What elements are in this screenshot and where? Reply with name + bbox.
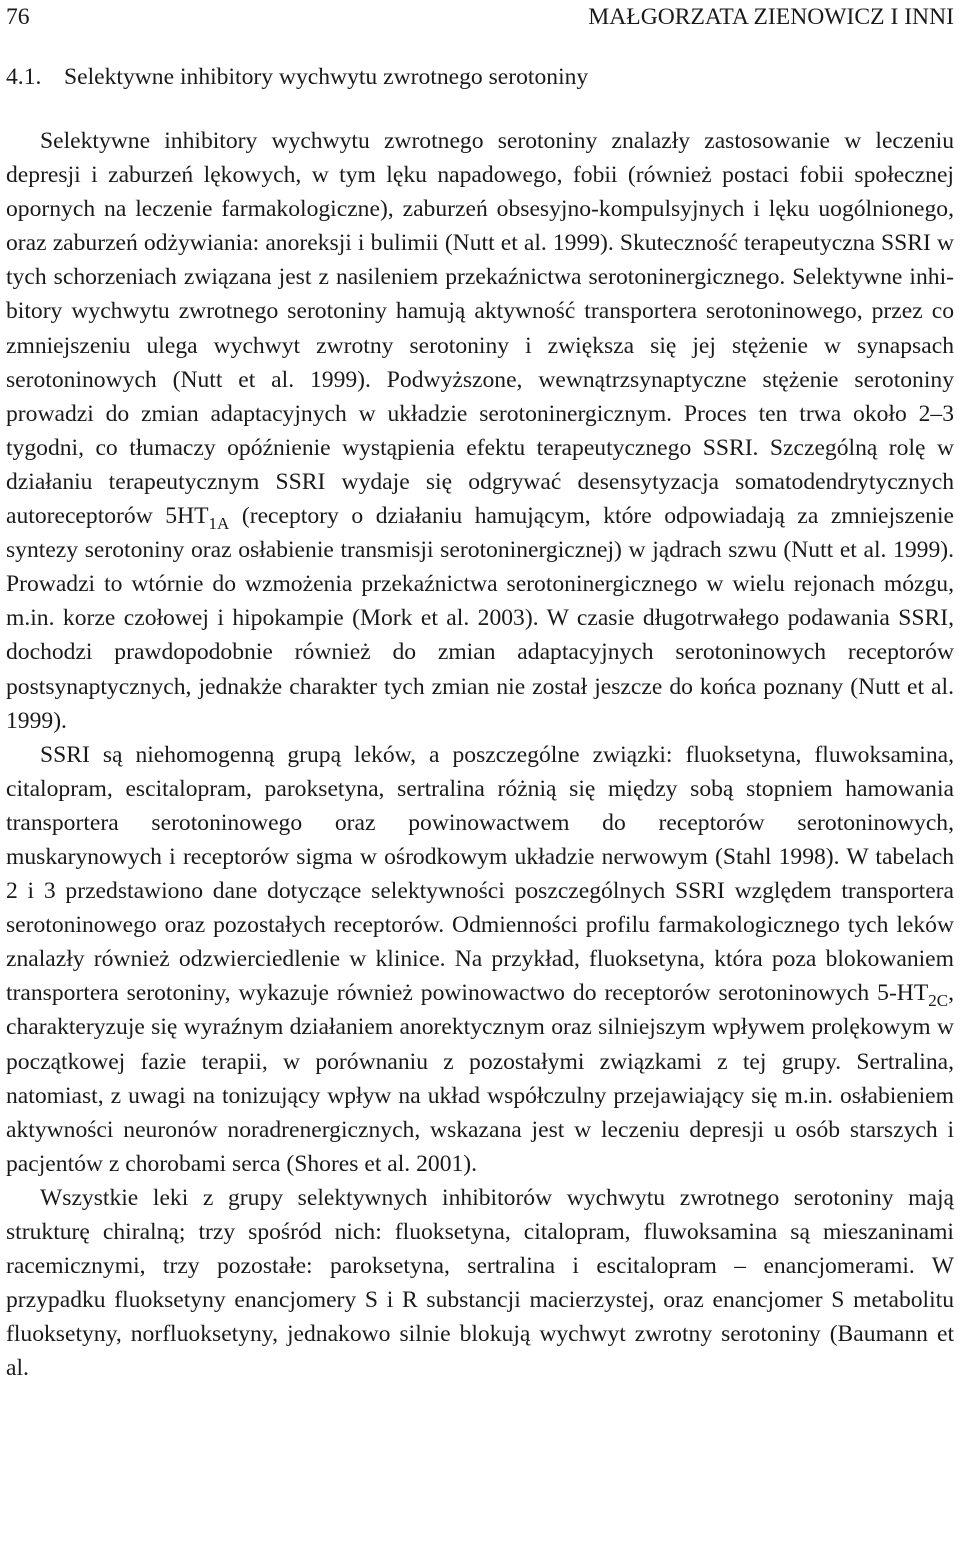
paragraph-ssri-mechanism xyxy=(6,124,954,738)
subscript: 2C xyxy=(928,991,949,1011)
paragraph-ssri-heterogeneity xyxy=(6,738,954,1181)
paragraph-text: , charakteryzuje się wyraźnym działaniem anorektycznym oraz silniejszym wpływem prolękowym w początkowej fazie terapii, w porównaniu z pozostałymi związkami z tej grupy. Sertralina, natomiast, z uwagi na tonizujący wpływ na układ współczulny przejawiający się m.in. osłabieniem aktywności neuronów noradrenergicznych, wskazana jest w leczeniu depresji u osób starszych i pacjentów z chorobami serca (Shores et al. 2001). xyxy=(6,980,954,1177)
page-number: 76 xyxy=(6,4,30,30)
section-number: 4.1. xyxy=(6,64,42,90)
paragraph-text: SSRI są niehomogenną grupą leków, a poszczególne związki: fluoksetyna, fluwoksamina, citalopram, escitalopram, paroksetyna, sertralina różnią się między sobą stopniem hamowania transportera serotoninowego oraz powinowactwem do receptorów serotoninowych, muskarynowych i receptorów sigma w ośrodkowym układzie nerwowym (Stahl 1998). W tabelach 2 i 3 przedstawiono dane dotyczące selektywności poszczególnych SSRI względem transportera serotoninowego oraz pozostałych receptorów. Odmienności profilu farmakologicznego tych leków znalazły również odzwierciedlenie w klinice. Na przykład, fluoksetyna, która poza blokowaniem transportera serotoniny, wykazuje również powinowactwo do receptorów serotoninowych 5-HT xyxy=(6,741,954,1007)
subscript: 1A xyxy=(208,513,230,533)
paragraph-ssri-chirality xyxy=(6,1181,954,1386)
running-header xyxy=(6,0,954,34)
paragraph-text: (receptory o działaniu hamującym, które odpowiadają za zmniejszenie syntezy serotoniny oraz osłabienie transmisji serotoninergicznej) w jądrach szwu (Nutt et al. 1999). Prowadzi to wtórnie do wzmożenia przekaźnictwa serotoninergicznego w wielu rejonach mózgu, m.in. korze czołowej i hipokampie (Mork et al. 2003). W czasie długotrwałego podawania SSRI, dochodzi prawdopodobnie również do zmian adaptacyjnych serotoninowych receptorów postsynaptycznych, jednakże charakter tych zmian nie został jeszcze do końca poznany (Nutt et al. 1999). xyxy=(6,503,954,734)
paragraph-text: Wszystkie leki z grupy selektywnych inhibitorów wychwytu zwrotnego serotoniny mają strukturę chiralną; trzy spośród nich: fluoksetyna, citalopram, fluwoksamina są mieszaninami racemicznymi, trzy pozostałe: paroksetyna, sertralina i escitalopram – enancjomerami. W przypadku fluoksetyny enancjomery S i R substancji macierzystej, oraz enancjomer S metabolitu fluoksetyny, norfluoksetyny, jednakowo silnie blokują wychwyt zwrotny serotoniny (Baumann et al. xyxy=(6,1184,954,1382)
running-title: MAŁGORZATA ZIENOWICZ I INNI xyxy=(588,4,954,30)
paragraph-text: Selektywne inhibitory wychwytu zwrotnego serotoniny znalazły zastosowanie w leczeniu depresji i zaburzeń lękowych, w tym lęku napadowego, fobii (również postaci fobii społecznej opornych na leczenie farmakologiczne), zaburzeń obsesyjno-kompulsyjnych i lęku uogólnionego, oraz zaburzeń odżywiania: anoreksji i bulimii (Nutt et al. 1999). Skuteczność terapeutyczna SSRI w tych schorzeniach związana jest z nasileniem przekaźnictwa serotoninergicznego. Selektywne inhibitory wychwytu zwrotnego serotoniny hamują aktywność transportera serotoninowego, przez co zmniejszeniu ulega wychwyt zwrotny serotoniny i zwiększa się jej stężenie w synapsach serotoninowych (Nutt et al. 1999). Podwyższone, wewnątrzsynaptyczne stężenie serotoniny prowadzi do zmian adaptacyjnych w układzie serotoninergicznym. Proces ten trwa około 2–3 tygodni, co tłumaczy opóźnienie wystąpienia efektu terapeutycznego SSRI. Szczególną rolę w działaniu terapeutycznym SSRI wydaje się odgrywać desensytyzacja somatodendrytycznych autoreceptorów 5HT xyxy=(6,128,954,530)
section-title: Selektywne inhibitory wychwytu zwrotnego serotoniny xyxy=(64,64,589,90)
section-heading xyxy=(6,60,954,94)
body-text xyxy=(6,124,954,1385)
